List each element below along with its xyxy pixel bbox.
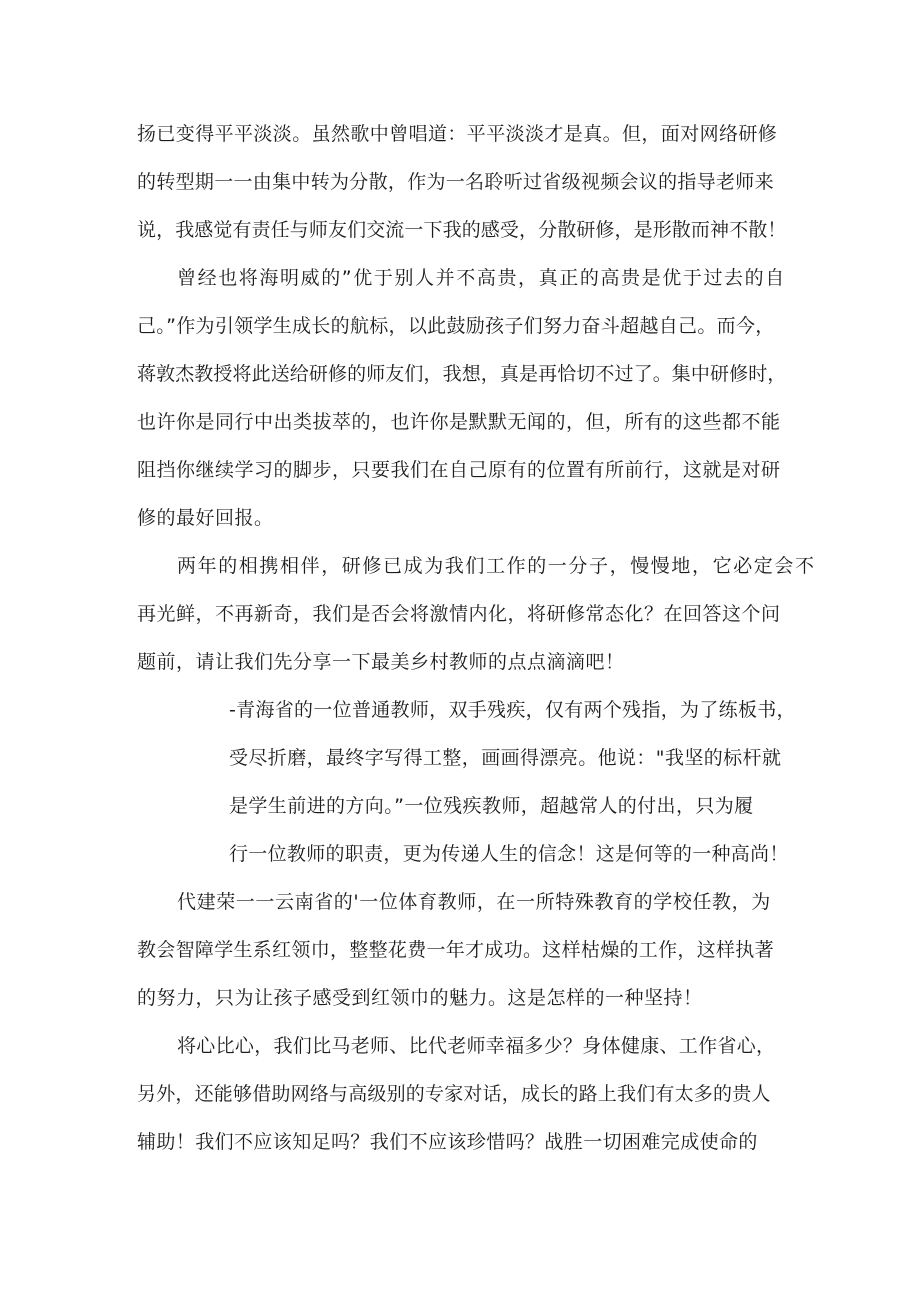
text-line: 是学生前进的方向。”一位残疾教师，超越常人的付出，只为履	[229, 795, 754, 817]
text-line: 阻挡你继续学习的脚步，只要我们在自己原有的位置有所前行，这就是对研	[137, 459, 781, 481]
text-line: 代建荣一一云南省的'一位体育教师，在一所特殊教育的学校任教，为	[177, 891, 771, 913]
text-line: 受尽折磨，最终字写得工整，画画得漂亮。他说："我坚的标杆就	[229, 747, 782, 769]
text-line: 辅助！我们不应该知足吗？我们不应该珍惜吗？战胜一切困难完成使命的	[137, 1131, 758, 1153]
text-line: 蒋敦杰教授将此送给研修的师友们，我想，真是再恰切不过了。集中研修时，	[137, 363, 787, 385]
text-line: 题前，请让我们先分享一下最美乡村教师的点点滴滴吧！	[137, 651, 625, 673]
text-line: 修的最好回报。	[137, 507, 274, 529]
text-line: 曾经也将海明威的”优于别人并不高贵，真正的高贵是优于过去的自	[177, 267, 786, 289]
text-line: 说，我感觉有责任与师友们交流一下我的感受，分散研修，是形散而神不散！	[137, 219, 787, 241]
text-line: 再光鲜，不再新奇，我们是否会将激情内化，将研修常态化？在回答这个问	[137, 603, 781, 625]
text-line: 行一位教师的职责，更为传递人生的信念！这是何等的一种高尚！	[229, 843, 789, 865]
text-line: 将心比心，我们比马老师、比代老师幸福多少？身体健康、工作省心，	[177, 1035, 776, 1057]
text-line: 扬已变得平平淡淡。虽然歌中曾唱道：平平淡淡才是真。但，面对网络研修	[137, 123, 778, 145]
text-line: 教会智障学生系红领巾，整整花费一年才成功。这样枯燥的工作，这样执著	[137, 939, 774, 961]
text-line: 两年的相携相伴，研修已成为我们工作的一分子，慢慢地，它必定会不	[177, 555, 816, 577]
text-line: 也许你是同行中出类拔萃的，也许你是默默无闻的，但，所有的这些都不能	[137, 411, 781, 433]
text-line: 的转型期一一由集中转为分散，作为一名聆听过省级视频会议的指导老师来	[137, 171, 774, 193]
text-line: 另外，还能够借助网络与高级别的专家对话，成长的路上我们有太多的贵人	[137, 1083, 771, 1105]
text-line: 的努力，只为让孩子感受到红领巾的魅力。这是怎样的一种坚持！	[137, 987, 703, 1009]
text-line: 己。”作为引领学生成长的航标，以此鼓励孩子们努力奋斗超越自己。而今，	[137, 315, 775, 337]
text-line: -青海省的一位普通教师，双手残疾，仅有两个残指，为了练板书，	[229, 699, 796, 721]
